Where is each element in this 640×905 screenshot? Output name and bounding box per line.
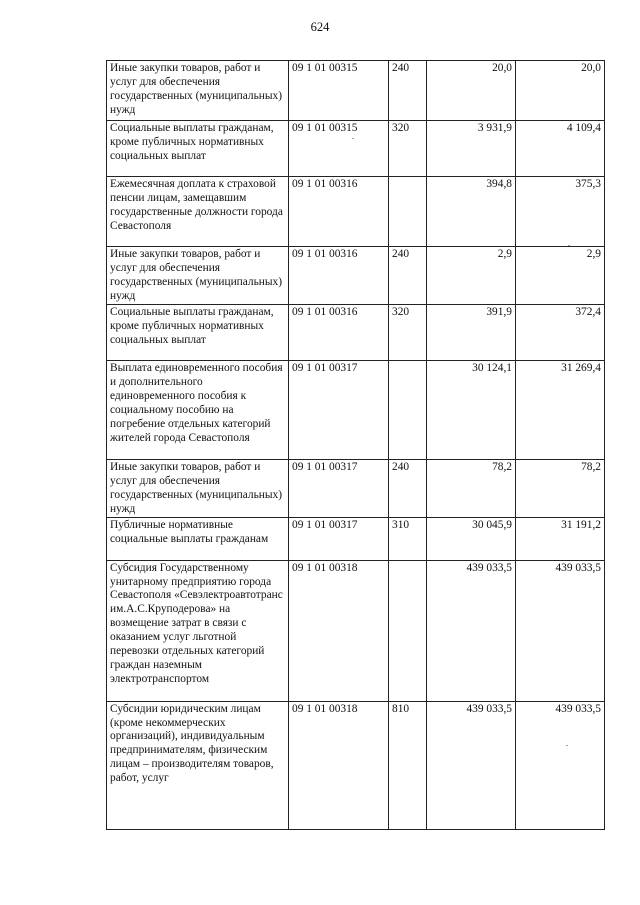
expense-description: Иные закупки товаров, работ и услуг для обеспечения государственных (муниципальных) нужд — [107, 460, 289, 518]
expense-type-code: 310 — [389, 517, 427, 560]
amount-year-1: 78,2 — [427, 460, 516, 518]
table-row — [107, 61, 605, 121]
expense-type-code: 810 — [389, 701, 427, 829]
target-article-code: 09 1 01 00317 — [289, 460, 389, 518]
target-article-code: 09 1 01 00316 — [289, 305, 389, 361]
expense-description: Социальные выплаты гражданам, кроме публичных нормативных социальных выплат — [107, 121, 289, 177]
amount-year-1: 3 931,9 — [427, 121, 516, 177]
target-article-code: 09 1 01 00316 — [289, 247, 389, 305]
target-article-code: 09 1 01 00317 — [289, 361, 389, 460]
amount-year-2: 20,0 — [516, 61, 605, 121]
page-number: 624 — [310, 20, 330, 34]
amount-year-2: 31 191,2 — [516, 517, 605, 560]
amount-year-2: 78,2 — [516, 460, 605, 518]
expense-type-code — [389, 177, 427, 247]
amount-year-2: 439 033,5 — [516, 560, 605, 701]
amount-year-1: 30 045,9 — [427, 517, 516, 560]
target-article-code: 09 1 01 00318 — [289, 701, 389, 829]
scan-speck — [352, 138, 354, 139]
target-article-code: 09 1 01 00315 — [289, 61, 389, 121]
scan-speck — [566, 745, 568, 746]
amount-year-2: 31 269,4 — [516, 361, 605, 460]
target-article-code: 09 1 01 00316 — [289, 177, 389, 247]
table-row — [107, 121, 605, 177]
expense-description: Социальные выплаты гражданам, кроме публичных нормативных социальных выплат — [107, 305, 289, 361]
expense-type-code: 240 — [389, 460, 427, 518]
target-article-code: 09 1 01 00315 — [289, 121, 389, 177]
expense-type-code — [389, 361, 427, 460]
amount-year-2: 439 033,5 — [516, 701, 605, 829]
amount-year-1: 391,9 — [427, 305, 516, 361]
budget-table — [106, 60, 605, 830]
table-row — [107, 560, 605, 701]
amount-year-1: 20,0 — [427, 61, 516, 121]
expense-description: Субсидия Государственному унитарному предприятию города Севастополя «Севэлектроавтотранс им.А.С.Круподерова» на возмещение затрат в связи с оказанием услуг льготной перевозки отдельных категорий граждан наземным электротранспортом — [107, 560, 289, 701]
expense-type-code: 320 — [389, 121, 427, 177]
amount-year-1: 2,9 — [427, 247, 516, 305]
table-row — [107, 305, 605, 361]
expense-type-code: 240 — [389, 247, 427, 305]
table-row — [107, 460, 605, 518]
scan-speck — [568, 245, 570, 246]
table-row — [107, 247, 605, 305]
target-article-code: 09 1 01 00317 — [289, 517, 389, 560]
table-row — [107, 361, 605, 460]
amount-year-1: 439 033,5 — [427, 701, 516, 829]
amount-year-2: 372,4 — [516, 305, 605, 361]
target-article-code: 09 1 01 00318 — [289, 560, 389, 701]
expense-description: Субсидии юридическим лицам (кроме некоммерческих организаций), индивидуальным предпринимателям, физическим лицам – производителям товаров, работ, услуг — [107, 701, 289, 829]
expense-description: Выплата единовременного пособия и дополнительного единовременного пособия к социальному пособию на погребение отдельных категорий жителей города Севастополя — [107, 361, 289, 460]
expense-description: Публичные нормативные социальные выплаты гражданам — [107, 517, 289, 560]
table-row — [107, 517, 605, 560]
expense-description: Иные закупки товаров, работ и услуг для обеспечения государственных (муниципальных) нужд — [107, 61, 289, 121]
amount-year-1: 30 124,1 — [427, 361, 516, 460]
amount-year-2: 375,3 — [516, 177, 605, 247]
amount-year-1: 439 033,5 — [427, 560, 516, 701]
amount-year-2: 4 109,4 — [516, 121, 605, 177]
expense-description: Ежемесячная доплата к страховой пенсии лицам, замещавшим государственные должности города Севастополя — [107, 177, 289, 247]
table-row — [107, 177, 605, 247]
expense-description: Иные закупки товаров, работ и услуг для обеспечения государственных (муниципальных) нужд — [107, 247, 289, 305]
expense-type-code: 240 — [389, 61, 427, 121]
table-row — [107, 701, 605, 829]
expense-type-code — [389, 560, 427, 701]
expense-type-code: 320 — [389, 305, 427, 361]
amount-year-1: 394,8 — [427, 177, 516, 247]
amount-year-2: 2,9 — [516, 247, 605, 305]
